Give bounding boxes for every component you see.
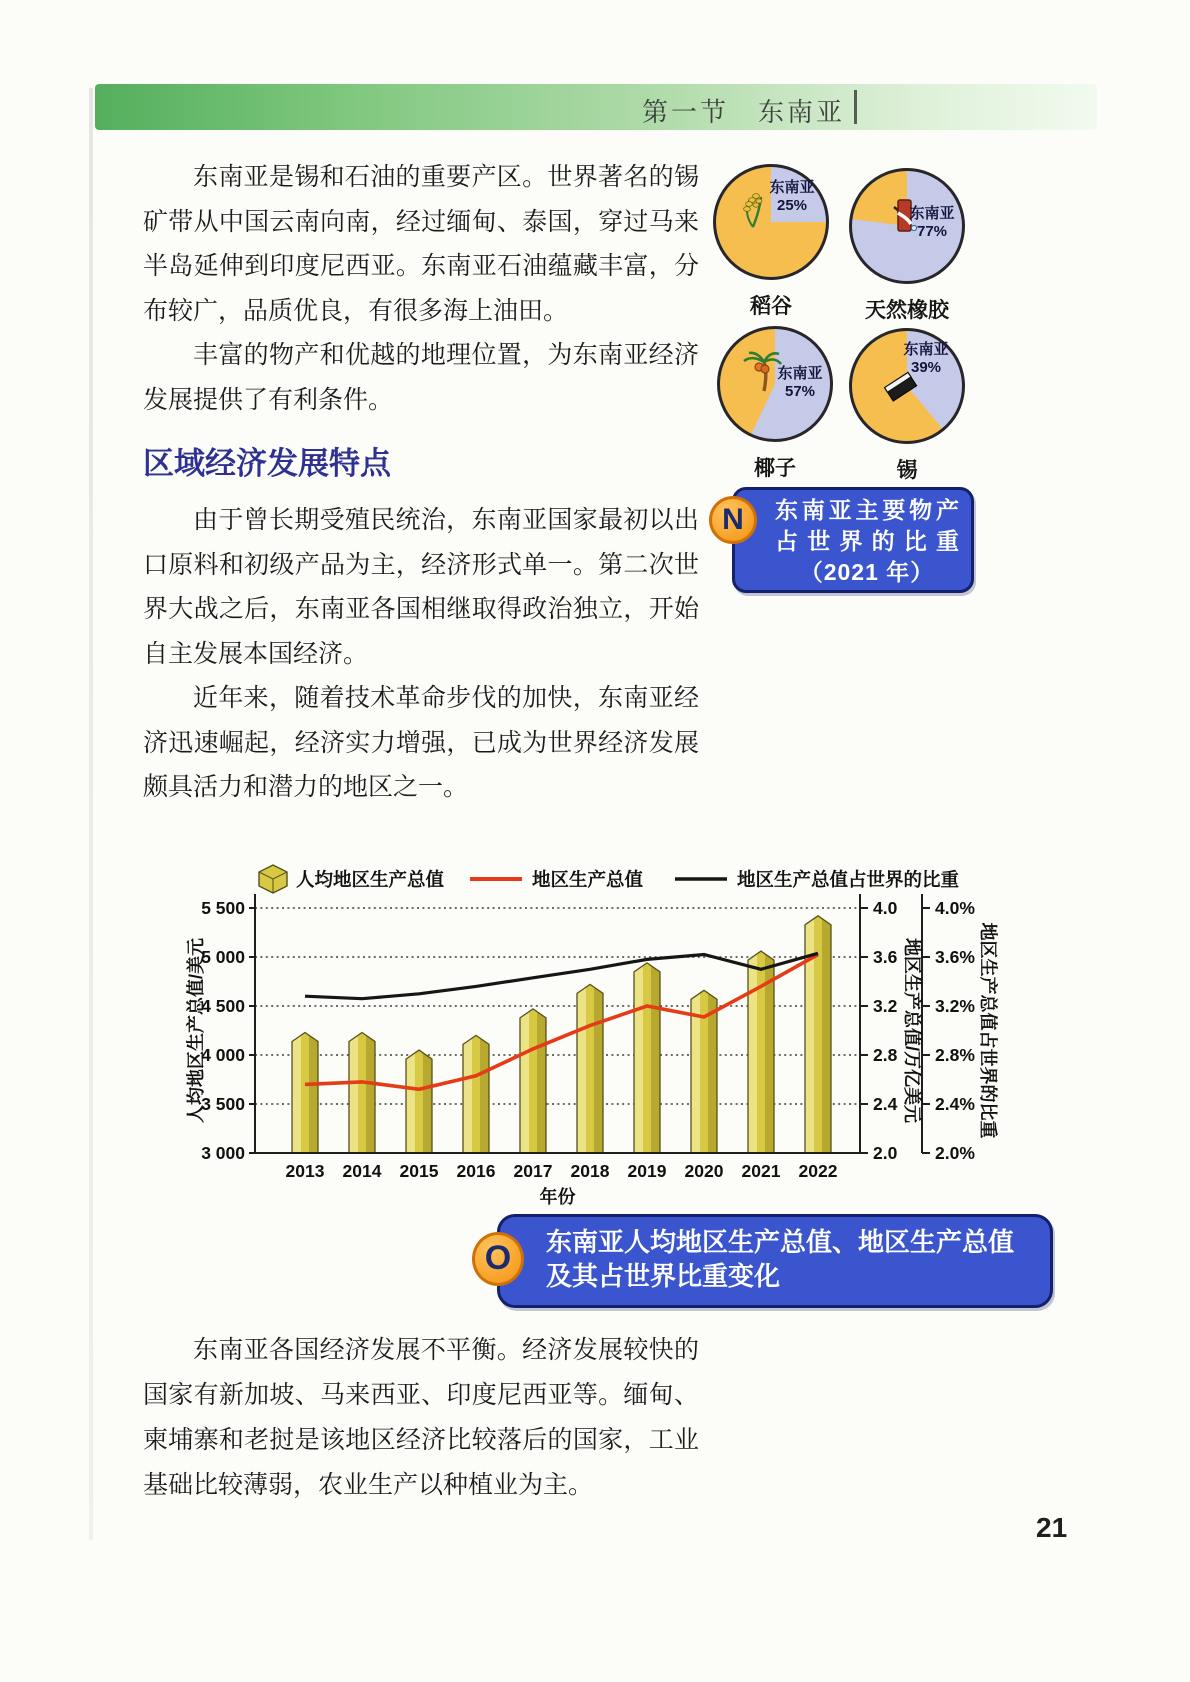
svg-text:2014: 2014: [342, 1161, 382, 1181]
pie-caption-line-2: 占世界的比重: [775, 528, 959, 554]
figure-o-badge: O: [472, 1232, 524, 1286]
chart-caption-line-2: 及其占世界比重变化: [546, 1261, 781, 1291]
pie-caption: 稻谷: [750, 295, 792, 318]
share-line: [305, 953, 818, 998]
pie-item-2: [842, 168, 972, 324]
svg-text:3 500: 3 500: [201, 1094, 245, 1114]
chart-legend: [259, 865, 960, 893]
svg-text:5 500: 5 500: [201, 898, 245, 918]
pie-share-label: 东南亚 57%: [777, 365, 823, 400]
pie-rice: [713, 164, 829, 280]
pie-figure-caption: [775, 495, 959, 588]
pie-figure-caption-box: [722, 487, 974, 593]
right-axis2-title: 地区生产总值占世界的比重: [978, 922, 998, 1139]
svg-text:人均地区生产总值: 人均地区生产总值: [296, 869, 445, 890]
svg-text:2017: 2017: [513, 1161, 553, 1181]
svg-text:2.0%: 2.0%: [935, 1143, 975, 1163]
pie-rubber: [849, 168, 965, 284]
paragraph-colonial-history: 由于曾长期受殖民统治，东南亚国家最初以出口原料和初级产品为主，经济形式单一。第二次世界大战之后，东南亚各国相继取得政治独立，开始自主发展本国经济。: [143, 507, 699, 668]
pie-item-1: [706, 164, 836, 320]
pie-item-3: [710, 326, 840, 482]
svg-text:3 000: 3 000: [201, 1143, 245, 1163]
svg-text:4 000: 4 000: [201, 1045, 245, 1065]
svg-text:3.6: 3.6: [873, 947, 898, 967]
svg-text:地区生产总值占世界的比重: 地区生产总值占世界的比重: [737, 869, 960, 890]
svg-text:2.0: 2.0: [873, 1143, 898, 1163]
svg-text:3.2%: 3.2%: [935, 996, 975, 1016]
pie-caption: 天然橡胶: [865, 299, 949, 322]
svg-text:2.8%: 2.8%: [935, 1045, 975, 1065]
svg-text:4 500: 4 500: [201, 996, 245, 1016]
svg-text:2018: 2018: [570, 1161, 610, 1181]
gdp-chart: [170, 838, 1004, 1208]
pie-item-4: [842, 328, 972, 484]
pie-grid: [700, 160, 992, 492]
bar-series: [292, 916, 831, 1153]
page-gutter-shadow: [89, 88, 93, 1540]
chart-caption-box: [484, 1214, 1053, 1308]
pie-share-label: 东南亚 39%: [903, 341, 949, 376]
left-axis-title: 人均地区生产总值/美元: [186, 938, 206, 1123]
svg-text:3.2: 3.2: [873, 996, 898, 1016]
chapter-title-divider: [854, 90, 857, 124]
chart-caption-line-1: 东南亚人均地区生产总值、地区生产总值: [546, 1227, 1015, 1257]
svg-text:2019: 2019: [627, 1161, 667, 1181]
x-axis-title: 年份: [539, 1187, 576, 1207]
article-column: [143, 156, 699, 811]
paragraph-recent-growth: 近年来，随着技术革命步伐的加快，东南亚经济迅速崛起，经济实力增强，已成为世界经济发展颇具活力和潜力的地区之一。: [143, 685, 699, 801]
pie-share-label: 东南亚 77%: [909, 205, 955, 240]
pie-caption-line-1: 东南亚主要物产: [775, 497, 959, 523]
right-axis1-title: 地区生产总值/万亿美元: [902, 938, 922, 1123]
gdp-chart-svg: [170, 838, 1004, 1208]
section-heading: 区域经济发展特点: [143, 446, 391, 481]
pie-coconut: [717, 326, 833, 442]
svg-text:2.4%: 2.4%: [935, 1094, 975, 1114]
svg-text:2020: 2020: [684, 1161, 724, 1181]
pie-share-label: 东南亚 25%: [769, 179, 815, 214]
pie-tin: [849, 328, 965, 444]
svg-text:5 000: 5 000: [201, 947, 245, 967]
paragraph-development-gap: 东南亚各国经济发展不平衡。经济发展较快的国家有新加坡、马来西亚、印度尼西亚等。缅甸、柬埔寨和老挝是该地区经济比较落后的国家，工业基础比较薄弱，农业生产以种植业为主。: [143, 1337, 699, 1499]
svg-text:2022: 2022: [798, 1161, 838, 1181]
x-axis-labels: [286, 1161, 838, 1207]
pie-caption: 椰子: [754, 457, 796, 480]
svg-text:2016: 2016: [456, 1161, 496, 1181]
svg-text:4.0%: 4.0%: [935, 898, 975, 918]
pie-caption-line-3: （2021 年）: [799, 559, 935, 585]
page-number: 21: [1036, 1512, 1068, 1543]
paragraph-favorable-conditions: 丰富的物产和优越的地理位置，为东南亚经济发展提供了有利条件。: [143, 342, 699, 414]
svg-text:2.8: 2.8: [873, 1045, 898, 1065]
pie-caption: 锡: [896, 459, 918, 482]
svg-text:地区生产总值: 地区生产总值: [532, 869, 644, 890]
svg-text:2021: 2021: [741, 1161, 781, 1181]
svg-text:4.0: 4.0: [873, 898, 898, 918]
paragraph-tin-oil: 东南亚是锡和石油的重要产区。世界著名的锡矿带从中国云南向南，经过缅甸、泰国，穿过马来半岛延伸到印度尼西亚。东南亚石油蕴藏丰富，分布较广，品质优良，有很多海上油田。: [143, 164, 699, 325]
closing-paragraph-wrap: [143, 1328, 699, 1508]
chapter-title: 第一节 东南亚: [641, 97, 845, 127]
svg-text:3.6%: 3.6%: [935, 947, 975, 967]
chart-caption: [546, 1225, 1038, 1293]
svg-text:2013: 2013: [285, 1161, 325, 1181]
svg-text:2015: 2015: [399, 1161, 439, 1181]
figure-n-badge: N: [709, 496, 757, 544]
chapter-banner: [95, 84, 1097, 130]
svg-text:2.4: 2.4: [873, 1094, 898, 1114]
